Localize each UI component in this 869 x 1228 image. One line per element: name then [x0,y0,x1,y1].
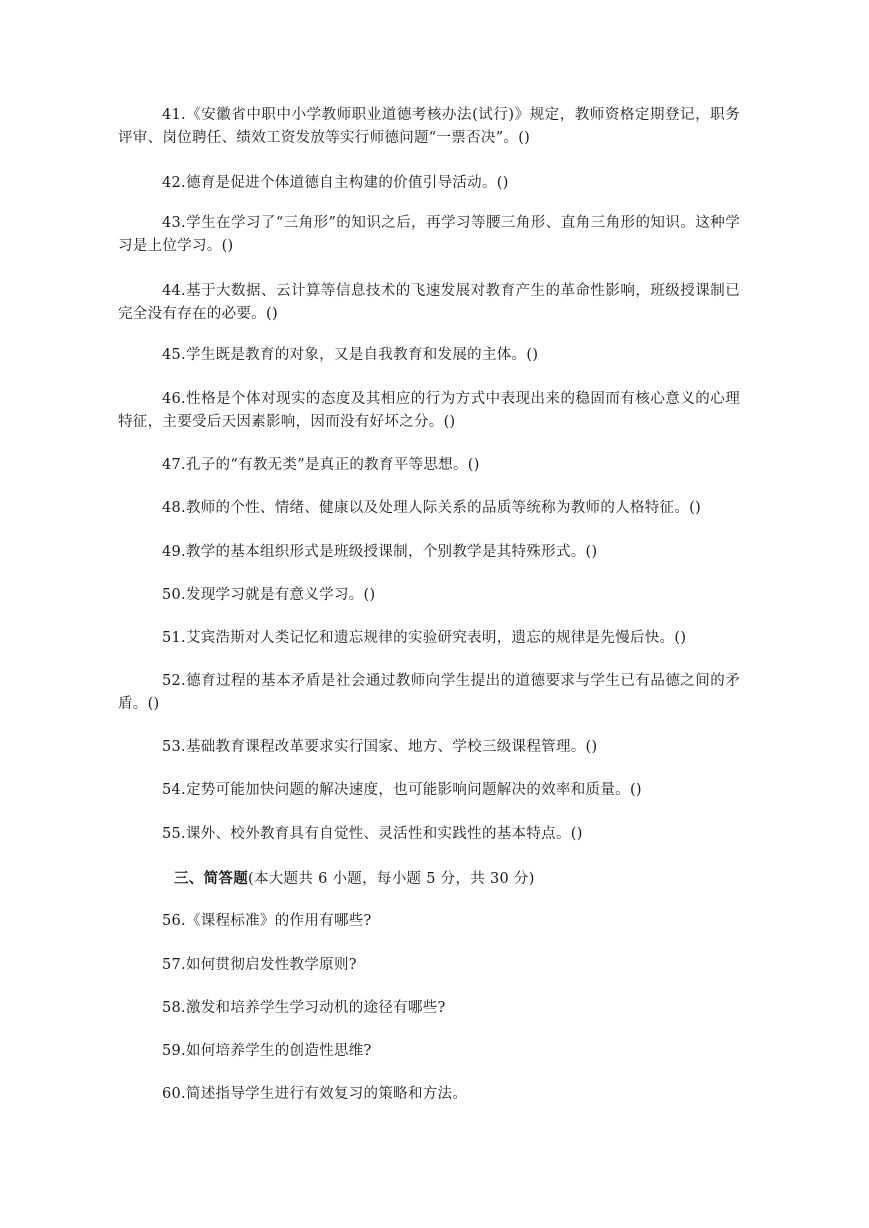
short-answer-58: 58.激发和培养学生学习动机的途径有哪些? [162,1000,446,1016]
short-answer-56: 56.《课程标准》的作用有哪些? [162,913,372,929]
question-51: 51.艾宾浩斯对人类记忆和遗忘规律的实验研究表明，遗忘的规律是先慢后快。() [162,630,687,646]
short-answer-60: 60.简述指导学生进行有效复习的策略和方法。 [162,1086,468,1102]
question-53: 53.基础教育课程改革要求实行国家、地方、学校三级课程管理。() [162,739,598,755]
question-50: 50.发现学习就是有意义学习。() [162,587,376,603]
question-46: 46.性格是个体对现实的态度及其相应的行为方式中表现出来的稳固而有核心意义的心理特征，主要受后天因素影响，因而没有好坏之分。() [118,391,740,430]
question-41: 41.《安徽省中职中小学教师职业道德考核办法(试行)》规定，教师资格定期登记，职务评审、岗位聘任、绩效工资发放等实行师德问题“一票否决”。() [118,107,740,146]
section-heading: 三、简答题 [174,870,248,887]
question-43: 43.学生在学习了“三角形”的知识之后，再学习等腰三角形、直角三角形的知识。这种学习是上位学习。() [118,215,740,254]
short-answer-57: 57.如何贯彻启发性教学原则? [162,957,357,973]
question-47: 47.孔子的“有教无类”是真正的教育平等思想。() [162,457,480,473]
question-42: 42.德育是促进个体道德自主构建的价值引导活动。() [162,175,509,191]
question-48: 48.教师的个性、情绪、健康以及处理人际关系的品质等统称为教师的人格特征。() [162,500,702,516]
question-45: 45.学生既是教育的对象，又是自我教育和发展的主体。() [162,347,539,363]
section-note: (本大题共 6 小题，每小题 5 分，共 30 分) [248,871,535,887]
section-title [118,867,740,891]
question-55: 55.课外、校外教育具有自觉性、灵活性和实践性的基本特点。() [162,826,583,842]
short-answer-59: 59.如何培养学生的创造性思维? [162,1043,372,1059]
question-54: 54.定势可能加快问题的解决速度，也可能影响问题解决的效率和质量。() [162,782,642,798]
question-52: 52.德育过程的基本矛盾是社会通过教师向学生提出的道德要求与学生已有品德之间的矛盾。() [118,673,740,712]
question-49: 49.教学的基本组织形式是班级授课制，个别教学是其特殊形式。() [162,544,598,560]
question-44: 44.基于大数据、云计算等信息技术的飞速发展对教育产生的革命性影响，班级授课制已完全没有存在的必要。() [118,283,740,322]
